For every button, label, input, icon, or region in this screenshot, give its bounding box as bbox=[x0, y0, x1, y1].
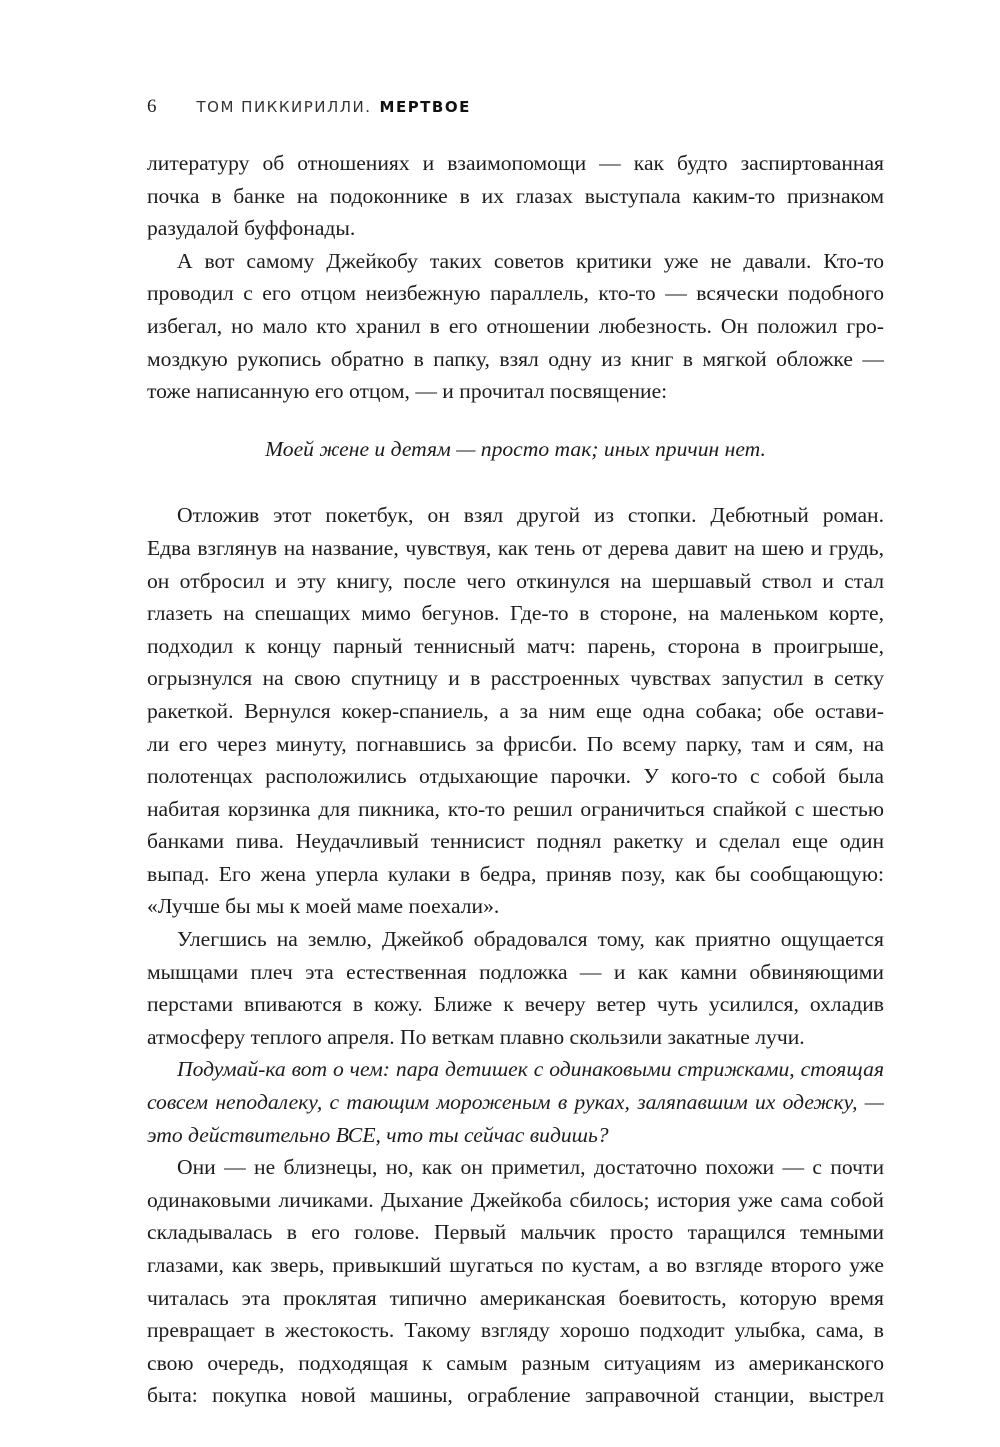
text-line: складывалась в его голове. Первый мальчик просто таращился темными bbox=[147, 1220, 884, 1245]
text-line: читалась эта проклятая типично американская боевитость, которую время bbox=[147, 1285, 884, 1310]
paragraph bbox=[147, 923, 884, 1053]
text-line: А вот самому Джейкобу таких советов критики уже не давали. Кто-то bbox=[177, 248, 884, 273]
text-line: глазеть на спешащих мимо бегунов. Где-то в стороне, на маленьком корте, bbox=[147, 601, 884, 626]
text-line: ли его через минуту, погнавшись за фрисби. По всему парку, там и сям, на bbox=[147, 731, 884, 756]
text-line: набитая корзинка для пикника, кто-то решил ограничиться спайкой с шестью bbox=[147, 796, 884, 821]
text-line: он отбросил и эту книгу, после чего откинулся на шершавый ствол и стал bbox=[147, 568, 884, 593]
italic-paragraph bbox=[147, 1053, 884, 1151]
text-line: выпад. Его жена уперла кулаки в бедра, приняв позу, как бы сообщающую: bbox=[147, 861, 884, 886]
text-line: «Лучше бы мы к моей маме поехали». bbox=[147, 894, 500, 919]
text-line: одинаковыми личиками. Дыхание Джейкоба сбилось; история уже сама собой bbox=[147, 1187, 884, 1212]
text-line: тоже написанную его отцом, — и прочитал посвящение: bbox=[147, 379, 668, 404]
running-head-author: ТОМ ПИККИРИЛЛИ. bbox=[196, 98, 372, 116]
text-line: моздкую рукопись обратно в папку, взял одну из книг в мягкой обложке — bbox=[147, 346, 884, 371]
text-line: совсем неподалеку, с тающим мороженым в руках, заляпавшим их одежку, — bbox=[147, 1090, 884, 1115]
running-head-title: МЕРТВОЕ bbox=[379, 98, 471, 116]
text-line: огрызнулся на свою спутницу и в расстроенных чувствах запустил в сетку bbox=[147, 666, 884, 691]
paragraph bbox=[147, 147, 884, 245]
paragraph bbox=[147, 245, 884, 408]
text-line: Подумай-ка вот о чем: пара детишек с одинаковыми стрижками, стоящая bbox=[177, 1057, 884, 1082]
text-line: почка в банке на подоконнике в их глазах выступала каким-то признаком bbox=[147, 183, 884, 208]
text-line: Едва взглянув на название, чувствуя, как тень от дерева давит на шею и грудь, bbox=[147, 535, 884, 560]
text-line: литературу об отношениях и взаимопомощи — как будто заспиртованная bbox=[147, 151, 884, 175]
paragraph bbox=[147, 499, 884, 923]
paragraph bbox=[147, 1151, 884, 1412]
text-line: банками пива. Неудачливый теннисист поднял ракетку и сделал еще один bbox=[147, 829, 884, 854]
text-line: избегал, но мало кто хранил в его отношении любезность. Он положил гро- bbox=[147, 313, 884, 338]
text-line: полотенцах расположились отдыхающие парочки. У кого-то с собой была bbox=[147, 764, 884, 789]
text-line: это действительно ВСЕ, что ты сейчас видишь? bbox=[147, 1122, 609, 1147]
dedication: Моей жене и детям — просто так; иных причин нет. bbox=[265, 436, 766, 461]
text-line: перстами впиваются в кожу. Ближе к вечеру ветер чуть усилился, охладив bbox=[147, 992, 884, 1017]
text-line: Улегшись на землю, Джейкоб обрадовался тому, как приятно ощущается bbox=[177, 927, 884, 952]
text-line: атмосферу теплого апреля. По веткам плавно скользили закатные лучи. bbox=[147, 1024, 805, 1049]
text-line: ракеткой. Вернулся кокер-спаниель, а за ним еще одна собака; обе остави- bbox=[147, 698, 884, 723]
text-line: мышцами плеч эта естественная подложка — и как камни обвиняющими bbox=[147, 959, 884, 984]
text-line: разудалой буффонады. bbox=[147, 216, 356, 241]
text-line: быта: покупка новой машины, ограбление заправочной станции, выстрел bbox=[147, 1383, 884, 1408]
body-text bbox=[147, 147, 884, 1412]
page-number: 6 bbox=[147, 96, 157, 117]
text-line: свою очередь, подходящая к самым разным ситуациям из американского bbox=[147, 1350, 884, 1375]
text-line: подходил к концу парный теннисный матч: парень, сторона в проигрыше, bbox=[147, 633, 884, 658]
text-line: проводил с его отцом неизбежную параллель, кто-то — всячески подобного bbox=[147, 281, 884, 306]
running-head bbox=[147, 96, 471, 126]
text-line: глазами, как зверь, привыкший шугаться по кустам, а во взгляде второго уже bbox=[147, 1253, 884, 1277]
text-line: Они — не близнецы, но, как он приметил, достаточно похожи — с почти bbox=[177, 1155, 884, 1180]
text-line: Отложив этот покетбук, он взял другой из стопки. Дебютный роман. bbox=[177, 503, 884, 528]
text-line: превращает в жестокость. Такому взгляду хорошо подходит улыбка, сама, в bbox=[147, 1318, 884, 1343]
